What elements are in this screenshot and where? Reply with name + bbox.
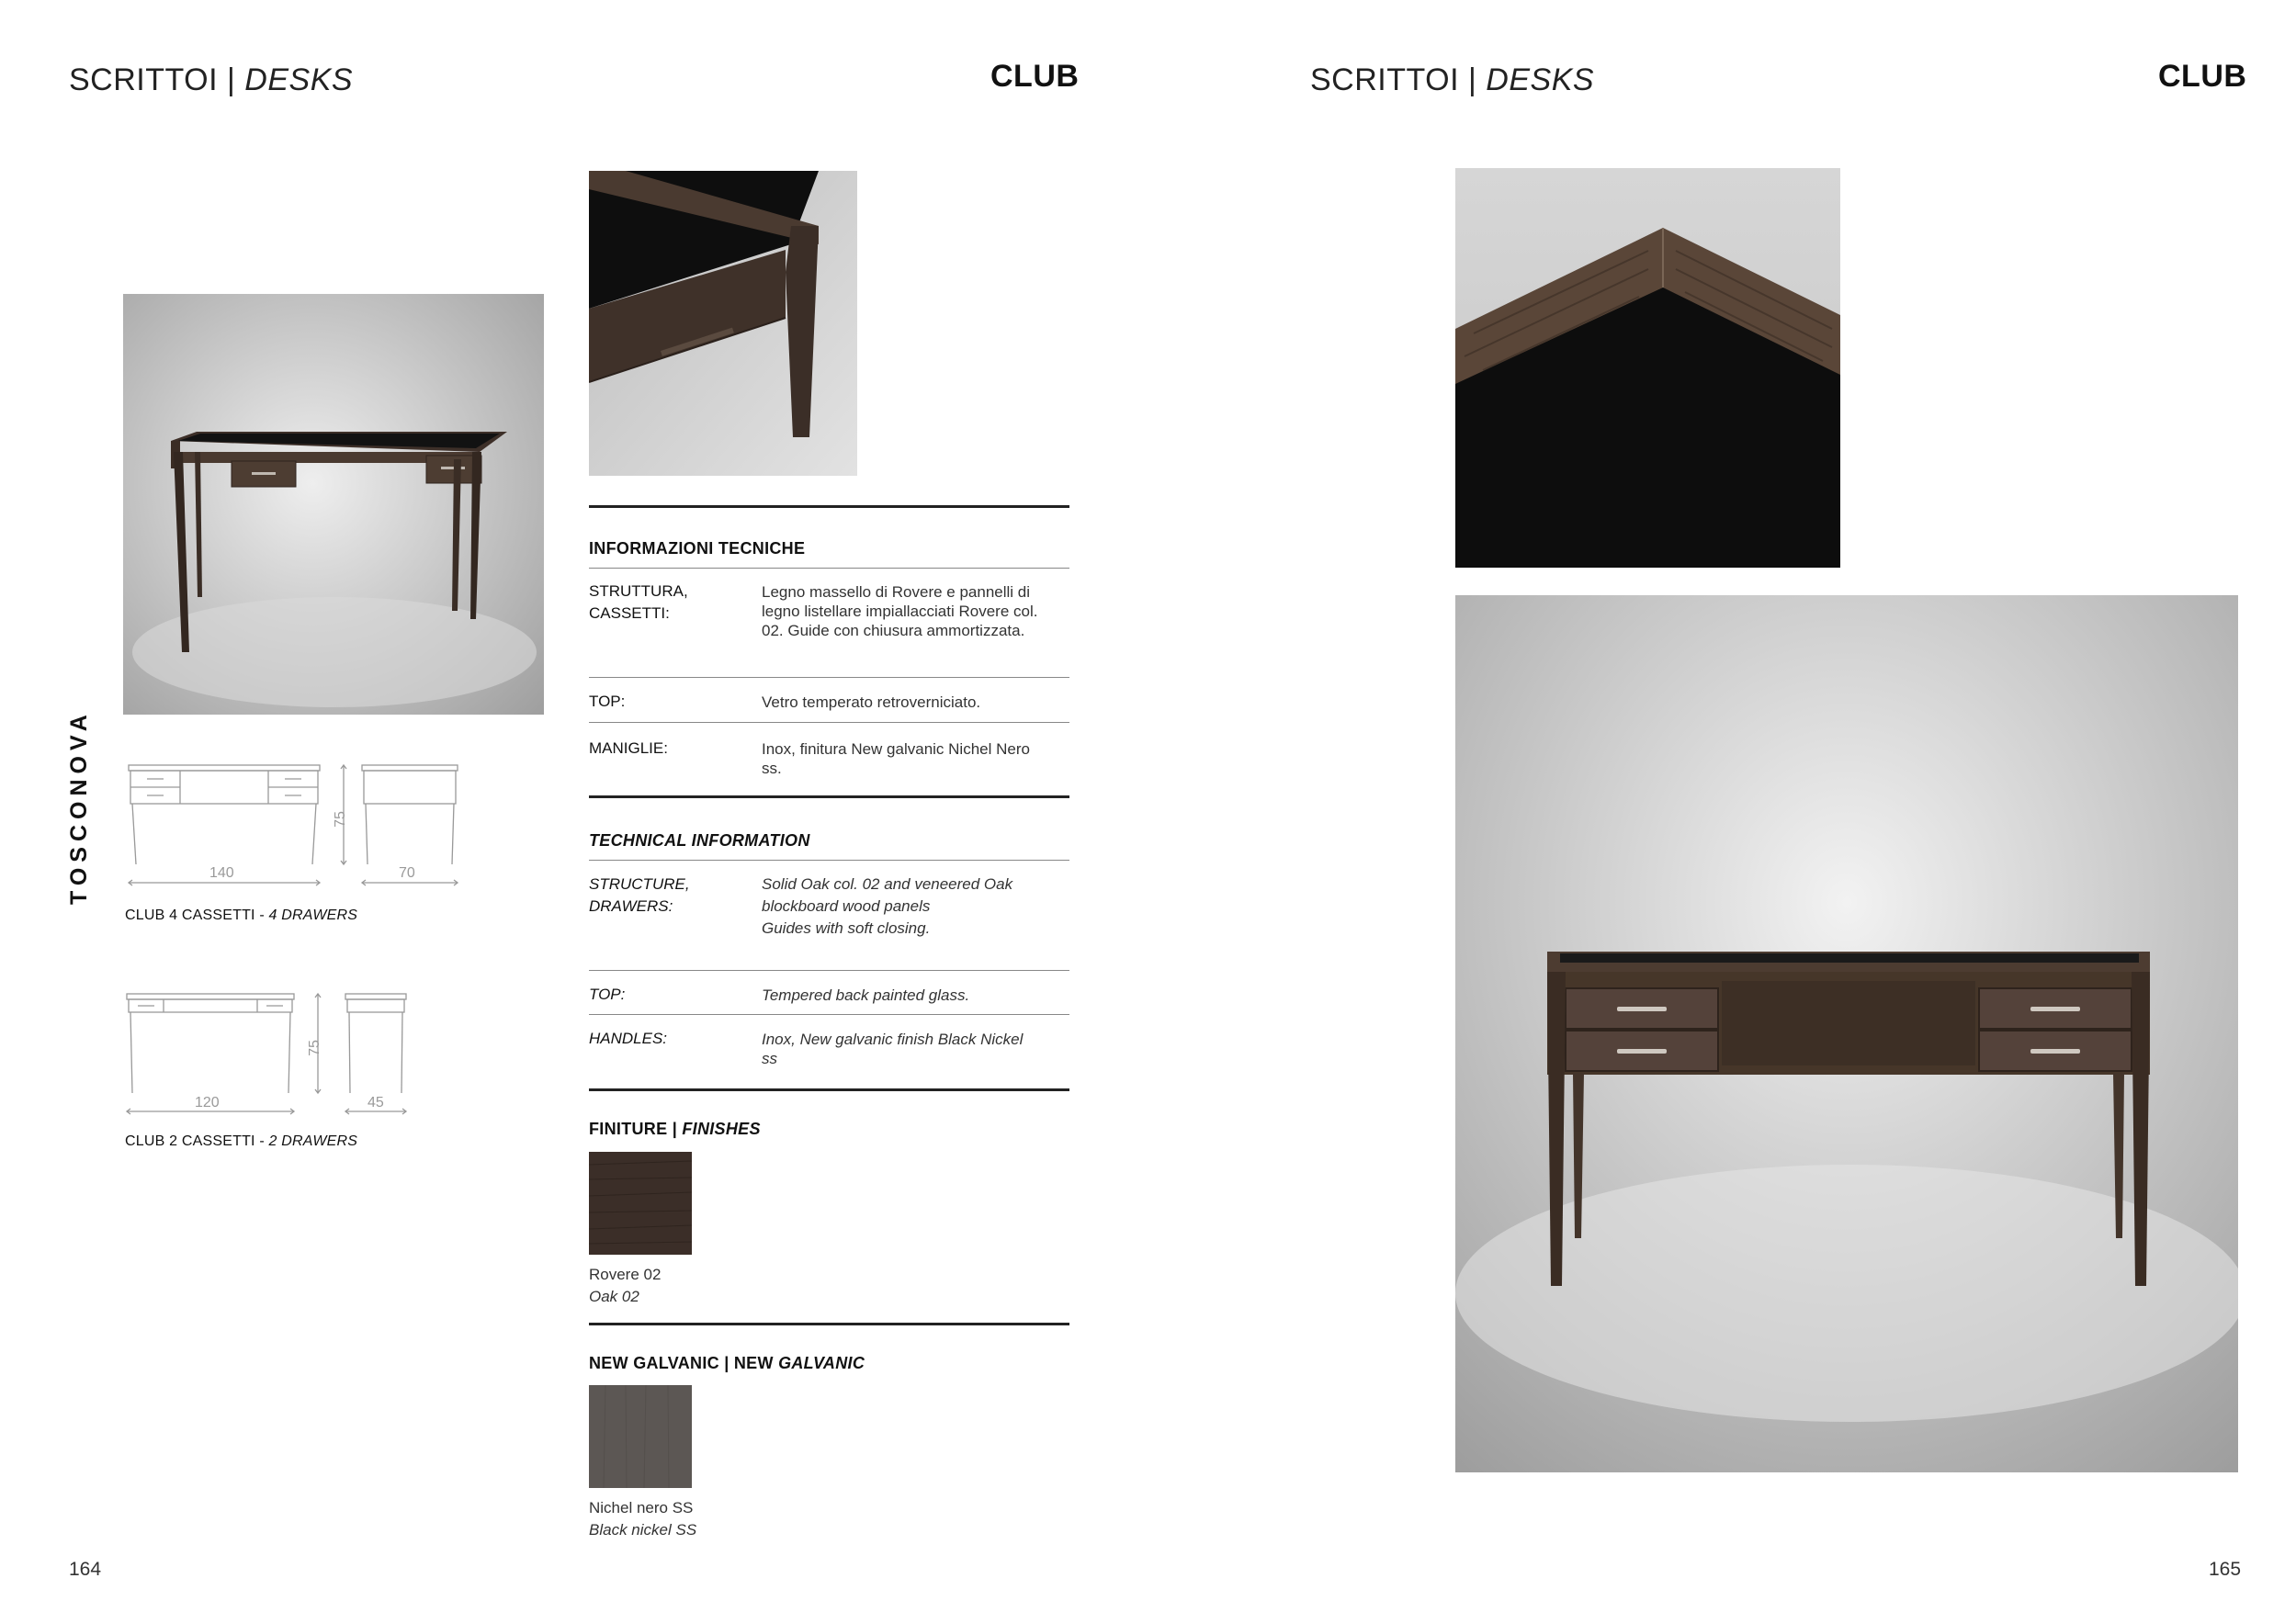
dimension-depth: 70: [399, 865, 415, 881]
spec-label-line: DRAWERS:: [589, 897, 673, 915]
spec-label-line: STRUTTURA,: [589, 582, 688, 600]
dimension-depth: 45: [368, 1095, 384, 1110]
category-label-en: DESKS: [1486, 62, 1595, 97]
swatch-name-it: Nichel nero SS: [589, 1499, 694, 1516]
info-it-title: INFORMAZIONI TECNICHE: [589, 539, 806, 558]
spec-label-line: CASSETTI:: [589, 604, 670, 622]
info-en-title: TECHNICAL INFORMATION: [589, 831, 810, 850]
swatch-name-en: Oak 02: [589, 1288, 639, 1305]
spec-value: Tempered back painted glass.: [762, 986, 970, 1004]
drawing-2-drawers: [123, 990, 426, 1128]
section-rule: [589, 795, 1069, 798]
galvanic-title-en: GALVANIC: [778, 1354, 865, 1372]
galvanic-swatch-label: [589, 1497, 696, 1541]
page-header-category: [1310, 62, 1594, 98]
caption-en: 4 DRAWERS: [268, 907, 358, 923]
dimension-height: 75: [332, 811, 348, 828]
spec-value-line: Solid Oak col. 02 and veneered Oak blockboard wood panels: [762, 875, 1013, 915]
category-label-en: DESKS: [244, 62, 354, 97]
spec-value: Vetro temperato retroverniciato.: [762, 693, 981, 711]
galvanic-title: [589, 1354, 865, 1373]
spec-value: [762, 874, 1056, 940]
spec-label: TOP:: [589, 986, 626, 1003]
dimension-height: 75: [306, 1040, 322, 1056]
section-rule: [589, 1323, 1069, 1325]
finish-swatch-label: [589, 1264, 661, 1308]
detail-photo-corner: [589, 171, 857, 476]
detail-photo-mitre: [1455, 168, 1840, 568]
section-rule: [589, 1088, 1069, 1091]
caption-it: CLUB 4 CASSETTI -: [125, 907, 269, 923]
dimension-width: 120: [195, 1095, 220, 1110]
category-label: SCRITTOI |: [69, 62, 245, 97]
spec-value-line: Guides with soft closing.: [762, 919, 931, 937]
row-divider: [589, 1014, 1069, 1015]
category-label: SCRITTOI |: [1310, 62, 1487, 97]
spec-label: HANDLES:: [589, 1030, 668, 1047]
page-number-right: 165: [2209, 1559, 2242, 1580]
row-divider: [589, 970, 1069, 971]
page-number-left: 164: [69, 1559, 102, 1580]
row-divider: [589, 722, 1069, 723]
spec-value: Legno massello di Rovere e pannelli di legno listellare impiallacciati Rovere col. 02. Guide con chiusura ammortizzata.: [762, 583, 1038, 639]
finishes-title: [589, 1120, 761, 1139]
row-divider: [589, 568, 1069, 569]
product-name: CLUB: [990, 59, 1080, 94]
finishes-title-it: FINITURE |: [589, 1120, 683, 1138]
drawing-4-drawers: [123, 758, 472, 896]
swatch-name-it: Rovere 02: [589, 1266, 662, 1283]
row-divider: [589, 677, 1069, 678]
dimension-width: 140: [209, 865, 234, 881]
spec-value: Inox, finitura New galvanic Nichel Nero ss.: [762, 740, 1030, 777]
spec-label: MANIGLIE:: [589, 739, 668, 757]
caption-it: CLUB 2 CASSETTI -: [125, 1133, 269, 1149]
row-divider: [589, 860, 1069, 861]
desk-photo: [123, 294, 544, 715]
page-header-category: [69, 62, 353, 98]
drawing-caption: [125, 907, 357, 924]
drawing-caption: [125, 1133, 357, 1150]
product-name: CLUB: [2158, 59, 2247, 94]
galvanic-title-it: NEW GALVANIC | NEW: [589, 1354, 779, 1372]
spec-label: [589, 581, 688, 625]
finishes-title-en: FINISHES: [682, 1120, 761, 1138]
spec-value: Inox, New galvanic finish Black Nickel ss: [762, 1031, 1024, 1067]
brand-logo-vertical: TOSCONOVA: [66, 709, 92, 905]
spec-label: TOP:: [589, 693, 626, 710]
finish-swatch-nickel: [589, 1385, 692, 1488]
spec-label: [589, 874, 690, 918]
swatch-name-en: Black nickel SS: [589, 1521, 697, 1539]
section-rule: [589, 505, 1069, 508]
caption-en: 2 DRAWERS: [268, 1133, 358, 1149]
spec-label-line: STRUCTURE,: [589, 875, 690, 893]
finish-swatch-oak: [589, 1152, 692, 1255]
desk-photo-large: [1455, 595, 2238, 1472]
